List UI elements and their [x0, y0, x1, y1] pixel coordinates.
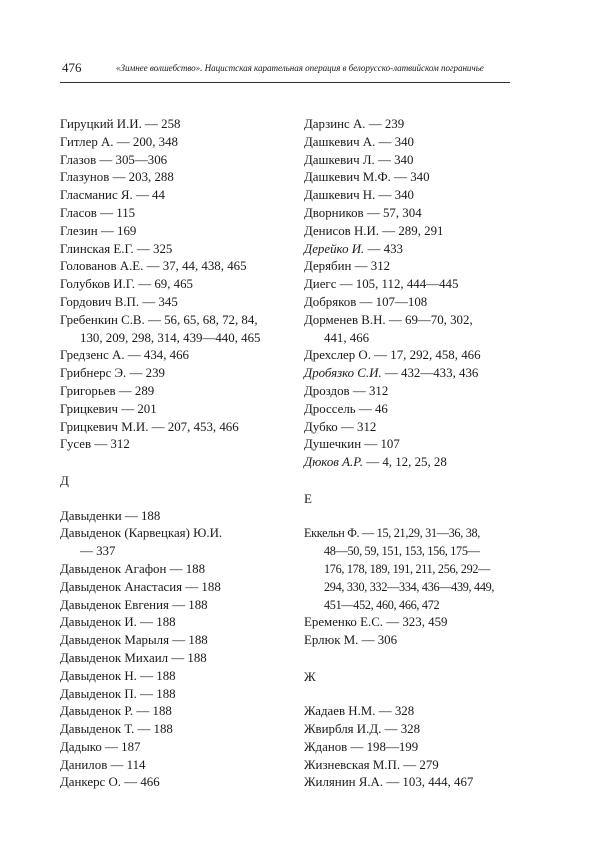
- entry-name: Гордович В.П.: [60, 294, 140, 309]
- index-entry: [304, 703, 514, 721]
- entry-name: Жадаев Н.М.: [304, 704, 376, 719]
- entry-name: Давыденок Т.: [60, 722, 135, 737]
- index-entry: [304, 116, 514, 134]
- entry-name: Жизневская М.П.: [304, 757, 401, 772]
- index-entry: [304, 294, 514, 312]
- index-entry: [60, 597, 270, 615]
- entry-pages: — 340: [375, 188, 414, 203]
- entry-name: Дроссель: [304, 401, 356, 416]
- entry-pages: — 115: [96, 205, 136, 220]
- entry-pages: — 4, 12, 25, 28: [363, 455, 447, 470]
- index-entry: [60, 561, 270, 579]
- entry-name: Данкерс О.: [60, 775, 121, 790]
- index-entry: [304, 383, 514, 401]
- entry-name: Давыденок Евгения: [60, 597, 169, 612]
- entry-name: Дашкевич Н.: [304, 188, 376, 203]
- index-entry: [60, 757, 270, 775]
- entry-name: Еременко Е.С.: [304, 615, 384, 630]
- index-entry: [60, 152, 270, 170]
- entry-name: Дрехслер О.: [304, 348, 371, 363]
- entry-pages: — 258: [141, 117, 181, 131]
- entry-name: Дашкевич М.Ф.: [304, 170, 391, 185]
- entry-pages: — 107: [361, 437, 400, 452]
- entry-pages: — 207, 453, 466: [148, 419, 239, 434]
- index-entry: [304, 436, 514, 454]
- entry-pages: — 312: [91, 437, 130, 452]
- running-title: «Зимнее волшебство». Нацистская карательная операция в белорусско-латвийском пограничье: [116, 63, 484, 73]
- index-entry: [60, 686, 270, 704]
- index-entry: [304, 614, 514, 632]
- entry-name: Денисов Н.И.: [304, 223, 380, 238]
- index-entry: [60, 169, 270, 187]
- index-entry: [60, 668, 270, 686]
- page-number: 476: [62, 60, 82, 75]
- entry-name: Глезин: [60, 223, 98, 238]
- entry-name: Давыденок И.: [60, 615, 137, 630]
- entry-name: Грицкевич М.И.: [60, 419, 149, 434]
- index-section-d-continued: [304, 116, 514, 472]
- entry-name: Глазов: [60, 152, 97, 167]
- index-entry: [60, 347, 270, 365]
- entry-name: Дерейко И.: [304, 241, 365, 256]
- entry-pages: — 289: [115, 383, 155, 398]
- entry-name: Дюков А.Р.: [304, 455, 363, 470]
- entry-pages-continued: — 337: [80, 544, 116, 559]
- entry-name: Давыденок Михаил: [60, 650, 169, 665]
- entry-pages: — 340: [390, 170, 430, 185]
- entry-name: Григорьев: [60, 383, 116, 398]
- index-entry: [304, 258, 514, 276]
- entry-pages: — 239: [126, 366, 165, 381]
- entry-pages: — 69, 465: [134, 277, 193, 292]
- index-entry: [304, 454, 514, 472]
- entry-pages: — 306: [358, 633, 398, 648]
- index-entry: [304, 223, 514, 241]
- index-column-right: [304, 116, 514, 792]
- entry-pages: — 432—433, 436: [381, 366, 479, 381]
- entry-pages: — 312: [349, 383, 389, 398]
- entry-pages: — 188: [169, 633, 208, 648]
- entry-pages: — 434, 466: [124, 348, 189, 363]
- index-entry: [304, 169, 514, 187]
- entry-name: Дубко: [304, 419, 338, 434]
- index-entry: [304, 721, 514, 739]
- entry-name: Дашкевич А.: [304, 134, 376, 149]
- entry-pages: — 200, 348: [113, 134, 178, 149]
- index-entry: [60, 579, 270, 597]
- entry-name: Грибнерс Э.: [60, 366, 127, 381]
- index-entry: [60, 276, 270, 294]
- index-entry: [60, 508, 270, 526]
- index-entry-eckeln: Еккельн Ф. — 15, 21,29, 31—36, 38, 48—50, 59, 151, 153, 156, 175— 176, 178, 189, 191, 211, 256, 292— 294, 330, 332—334, 436—439, 449, 451—452, 460, 466, 472: [304, 526, 495, 612]
- entry-name: Дроздов: [304, 383, 350, 398]
- entry-pages: — 188: [168, 597, 208, 612]
- index-section-e: [304, 614, 514, 650]
- index-entry: [304, 347, 514, 365]
- entry-name: Жвирбля И.Д.: [304, 722, 382, 737]
- entry-name: Гредзенс А.: [60, 348, 125, 363]
- entry-name: Жданов: [304, 739, 348, 754]
- index-entry: [304, 419, 514, 437]
- entry-pages: — 188: [168, 650, 207, 665]
- entry-pages: — 340: [375, 134, 414, 149]
- entry-pages: — 188: [166, 561, 206, 576]
- entry-pages: — 239: [365, 117, 405, 131]
- index-entry: [304, 757, 514, 775]
- entry-pages: — 69—70, 302,: [385, 312, 473, 327]
- entry-pages: — 289, 291: [379, 223, 444, 238]
- index-entry: [304, 152, 514, 170]
- index-entry: [60, 187, 270, 205]
- entry-name: Гребенкин С.В.: [60, 312, 145, 327]
- index-entry: [60, 614, 270, 632]
- entry-pages: — 105, 112, 444—445: [336, 277, 459, 292]
- entry-pages: — 57, 304: [363, 205, 422, 220]
- entry-name: Давыденок Р.: [60, 704, 134, 719]
- entry-pages: — 188: [136, 615, 176, 630]
- index-entry: [60, 383, 270, 401]
- entry-pages: — 312: [337, 419, 377, 434]
- index-entry: [304, 187, 514, 205]
- index-entry: [304, 276, 514, 294]
- entry-pages: — 188: [134, 722, 173, 737]
- index-entry: [60, 258, 270, 276]
- entry-name: Давыденок Анастасия: [60, 579, 183, 594]
- entry-pages: — 103, 444, 467: [383, 775, 474, 790]
- section-letter-e: Е: [304, 490, 312, 506]
- entry-pages: — 328: [375, 704, 415, 719]
- index-section-zh: [304, 703, 514, 792]
- entry-name: Жилянин Я.А.: [304, 775, 384, 790]
- index-section-g: [60, 116, 270, 454]
- entry-pages: — 312: [351, 259, 391, 274]
- index-entry: [60, 134, 270, 152]
- entry-pages: — 203, 288: [109, 170, 174, 185]
- entry-pages: — 188: [136, 686, 176, 701]
- index-entry: [60, 650, 270, 668]
- entry-name: Ерлюк М.: [304, 633, 359, 648]
- entry-pages: — 188: [182, 579, 221, 594]
- entry-pages: — 198—199: [347, 739, 419, 754]
- index-entry: [60, 294, 270, 312]
- entry-pages: — 37, 44, 438, 465: [143, 259, 247, 274]
- entry-pages-continued: 130, 209, 298, 314, 439—440, 465: [80, 330, 261, 345]
- entry-pages: — 340: [374, 152, 414, 167]
- section-letter-d: Д: [60, 472, 69, 488]
- entry-name: Давыденок (Карвецкая) Ю.И.: [60, 526, 223, 541]
- entry-pages: — 46: [355, 401, 388, 416]
- entry-name: Дадыко: [60, 739, 102, 754]
- entry-name: Дробязко С.И.: [304, 366, 382, 381]
- entry-pages: — 169: [97, 223, 137, 238]
- running-header: [60, 60, 510, 83]
- entry-name: Данилов: [60, 757, 108, 772]
- index-entry: [60, 436, 270, 454]
- entry-pages: — 279: [400, 757, 439, 772]
- index-entry: [60, 365, 270, 383]
- entry-pages: — 188: [121, 508, 161, 523]
- entry-name: Дорменев В.Н.: [304, 312, 386, 327]
- index-entry: [304, 241, 514, 259]
- entry-name: Гласов: [60, 205, 97, 220]
- index-entry: [304, 739, 514, 757]
- entry-pages: — 114: [107, 757, 146, 772]
- index-entry: [60, 739, 270, 757]
- index-entry: [304, 774, 514, 792]
- entry-name: Глинская Е.Г.: [60, 241, 134, 256]
- index-entry: [60, 223, 270, 241]
- entry-name: Дворников: [304, 205, 364, 220]
- index-entry: [60, 525, 270, 561]
- entry-pages: — 328: [381, 722, 421, 737]
- entry-pages: — 17, 292, 458, 466: [370, 348, 481, 363]
- index-entry: [304, 312, 514, 348]
- index-entry: [60, 205, 270, 223]
- entry-name: Глазунов: [60, 170, 110, 185]
- entry-name: Голованов А.Е.: [60, 259, 144, 274]
- entry-name: Голубков И.Г.: [60, 277, 135, 292]
- entry-pages: — 323, 459: [383, 615, 448, 630]
- entry-name: Давыденок Марыля: [60, 633, 170, 648]
- entry-pages: — 188: [133, 704, 172, 719]
- index-entry: [304, 401, 514, 419]
- index-entry: [60, 703, 270, 721]
- entry-pages: — 466: [121, 775, 160, 790]
- entry-name: Добряков: [304, 294, 357, 309]
- entry-name: Грицкевич: [60, 401, 119, 416]
- entry-pages-continued: 441, 466: [324, 330, 370, 345]
- entry-name: Диегс: [304, 277, 337, 292]
- entry-name: Давыденок П.: [60, 686, 137, 701]
- index-entry: [60, 419, 270, 437]
- entry-name: Гитлер А.: [60, 134, 114, 149]
- entry-pages: — 433: [364, 241, 403, 256]
- index-entry: [60, 774, 270, 792]
- entry-pages: — 187: [101, 739, 141, 754]
- index-entry: [304, 365, 514, 383]
- entry-pages: — 305—306: [96, 152, 168, 167]
- entry-name: Давыденок Н.: [60, 668, 137, 683]
- entry-pages: — 188: [136, 668, 176, 683]
- index-section-d: [60, 508, 270, 793]
- entry-name: Давыденок Агафон: [60, 561, 167, 576]
- entry-name: Дарзинс А.: [304, 117, 366, 131]
- entry-pages: — 107—108: [356, 294, 428, 309]
- index-column-left: [60, 116, 270, 792]
- entry-name: Дашкевич Л.: [304, 152, 375, 167]
- entry-name: Дерябин: [304, 259, 352, 274]
- entry-name: Гусев: [60, 437, 92, 452]
- index-entry: [60, 401, 270, 419]
- index-entry: [60, 632, 270, 650]
- entry-name: Гируцкий И.И.: [60, 117, 142, 131]
- index-entry: [304, 134, 514, 152]
- entry-pages: — 325: [133, 241, 173, 256]
- index-entry: [60, 312, 270, 348]
- entry-pages: — 345: [139, 294, 178, 309]
- index-entry: [304, 205, 514, 223]
- index-entry: [60, 116, 270, 134]
- index-entry: [304, 632, 514, 650]
- entry-pages: — 56, 65, 68, 72, 84,: [144, 312, 258, 327]
- section-letter-zh: Ж: [304, 668, 316, 684]
- index-entry: [60, 721, 270, 739]
- index-entry: [60, 241, 270, 259]
- entry-pages: — 201: [118, 401, 157, 416]
- entry-name: Душечкин: [304, 437, 362, 452]
- entry-name: Гласманис Я.: [60, 188, 133, 203]
- entry-pages: — 44: [132, 188, 165, 203]
- entry-name: Давыденки: [60, 508, 122, 523]
